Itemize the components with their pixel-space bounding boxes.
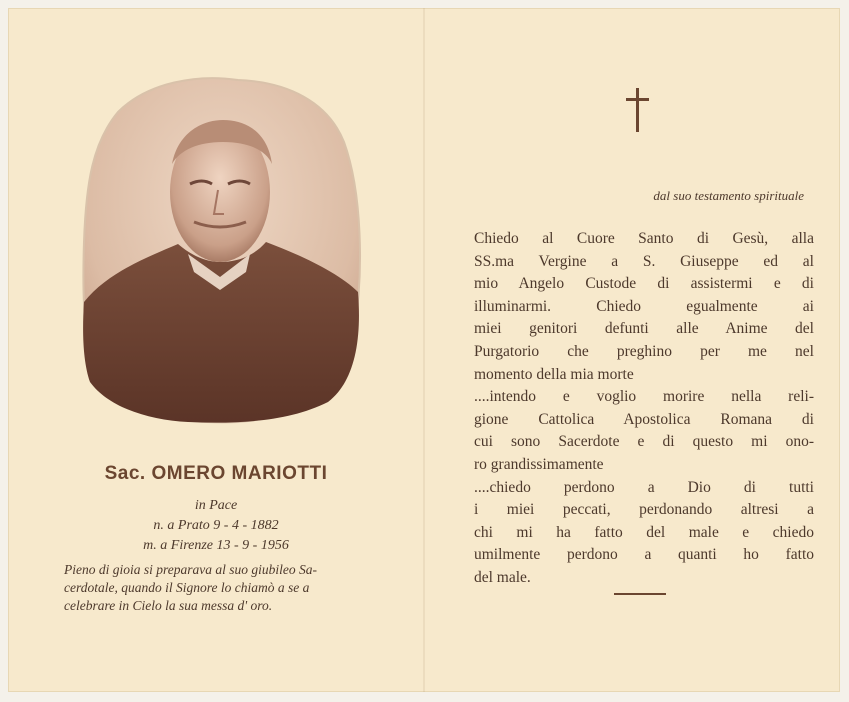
death-info: m. a Firenze 13 - 9 - 1956 bbox=[143, 538, 289, 553]
testament-line: umilmente perdono a quanti ho fatto bbox=[474, 546, 814, 564]
testament-line: ....intendo e voglio morire nella reli- bbox=[474, 388, 814, 406]
biographical-note bbox=[64, 561, 404, 615]
end-rule bbox=[614, 593, 666, 595]
testament-line: SS.ma Vergine a S. Giuseppe ed al bbox=[474, 252, 814, 270]
testament-line: i miei peccati, perdonando altresi a bbox=[474, 501, 814, 519]
latin-cross-icon bbox=[622, 86, 654, 134]
name-prefix: Sac. bbox=[104, 463, 146, 484]
left-panel bbox=[8, 8, 424, 692]
note-line: celebrare in Cielo la sua messa d' oro. bbox=[64, 598, 273, 613]
right-panel bbox=[424, 8, 840, 692]
testament-text bbox=[474, 228, 814, 590]
note-line: cerdotale, quando il Signore lo chiamò a se a bbox=[64, 580, 310, 595]
testament-line: illuminarmi. Chiedo egualmente ai bbox=[474, 297, 814, 315]
testament-line: Purgatorio che preghino per me nel bbox=[474, 342, 814, 360]
memorial-card bbox=[8, 8, 840, 692]
testament-subtitle: dal suo testamento spirituale bbox=[653, 188, 804, 203]
birth-info: n. a Prato 9 - 4 - 1882 bbox=[153, 518, 279, 533]
testament-line: miei genitori defunti alle Anime del bbox=[474, 320, 814, 338]
name-text: OMERO MARIOTTI bbox=[151, 463, 328, 484]
testament-line: cui sono Sacerdote e di questo mi ono- bbox=[474, 433, 814, 451]
testament-line: ro grandissimamente bbox=[474, 455, 604, 473]
portrait-photo bbox=[78, 72, 362, 424]
testament-line: Chiedo al Cuore Santo di Gesù, alla bbox=[474, 230, 814, 247]
deceased-name bbox=[48, 463, 384, 485]
in-pace-text: in Pace bbox=[194, 498, 238, 513]
testament-line: mio Angelo Custode di assistermi e di bbox=[474, 275, 814, 293]
note-line: Pieno di gioia si preparava al suo giubileo Sa- bbox=[64, 562, 317, 577]
testament-line: gione Cattolica Apostolica Romana di bbox=[474, 410, 814, 428]
testament-line: momento della mia morte bbox=[474, 365, 634, 383]
testament-line: del male. bbox=[474, 568, 531, 586]
testament-line: chi mi ha fatto del male e chiedo bbox=[474, 523, 814, 541]
testament-line: ....chiedo perdono a Dio di tutti bbox=[474, 478, 814, 496]
